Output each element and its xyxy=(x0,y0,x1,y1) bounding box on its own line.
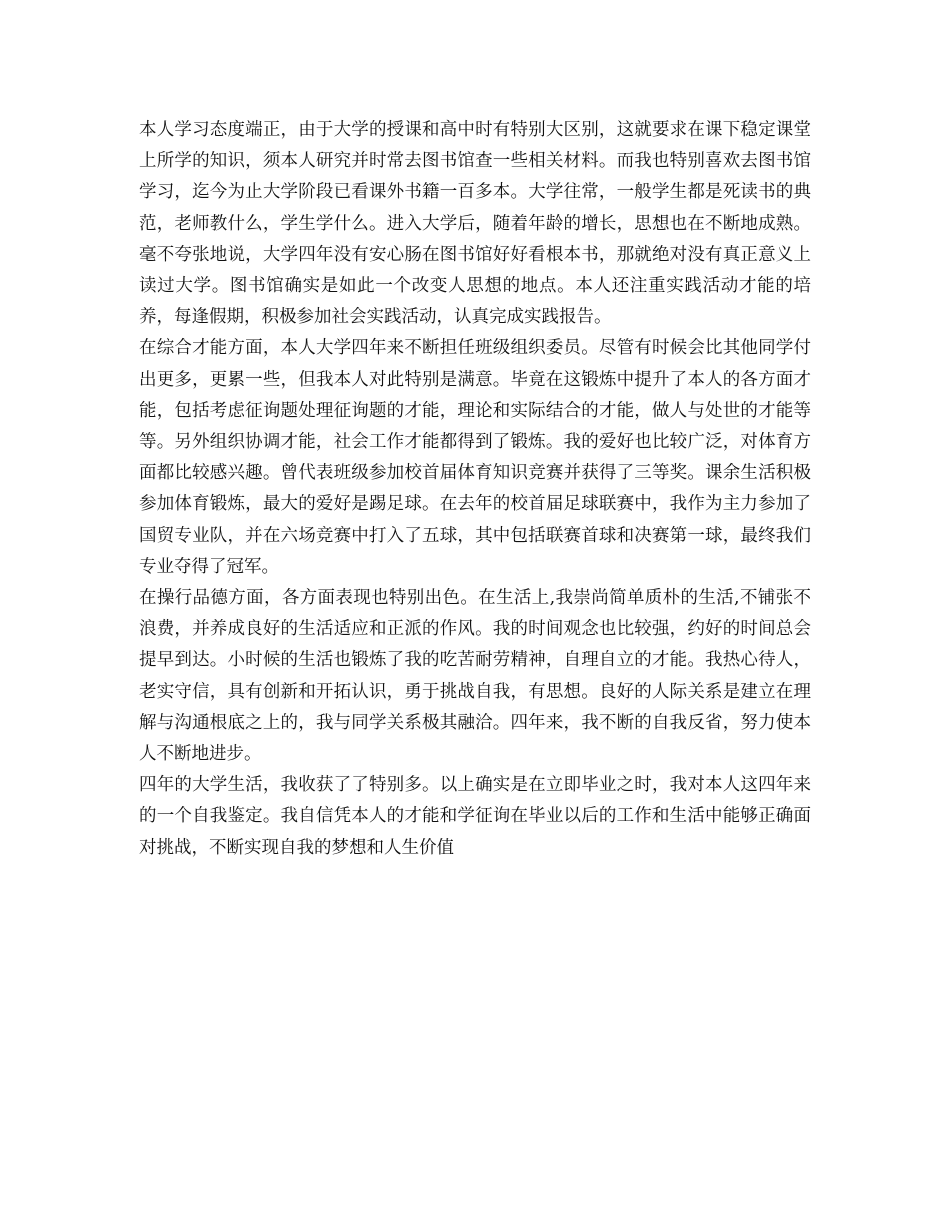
paragraph-study-attitude: 本人学习态度端正，由于大学的授课和高中时有特别大区别，这就要求在课下稳定课堂上所学的知识，须本人研究并时常去图书馆查一些相关材料。而我也特别喜欢去图书馆学习，迄今为止大学阶段已看课外书籍一百多本。大学往常，一般学生都是死读书的典范，老师教什么，学生学什么。进入大学后，随着年龄的增长，思想也在不断地成熟。毫不夸张地说，大学四年没有安心肠在图书馆好好看根本书，那就绝对没有真正意义上读过大学。图书馆确实是如此一个改变人思想的地点。本人还注重实践活动才能的培养，每逢假期，积极参加社会实践活动，认真完成实践报告。 xyxy=(139,120,811,328)
paragraph-moral-conduct: 在操行品德方面，各方面表现也特别出色。在生活上,我崇尚简单质朴的生活,不铺张不浪费，并养成良好的生活适应和正派的作风。我的时间观念也比较强，约好的时间总会提早到达。小时候的生活也锻炼了我的吃苦耐劳精神，自理自立的才能。我热心待人，老实守信，具有创新和开拓认识，勇于挑战自我，有思想。良好的人际关系是建立在理解与沟通根底之上的，我与同学关系极其融洽。四年来，我不断的自我反省，努力使本人不断地进步。 xyxy=(139,588,811,765)
paragraph-conclusion: 四年的大学生活，我收获了了特别多。以上确实是在立即毕业之时，我对本人这四年来的一个自我鉴定。我自信凭本人的才能和学征询在毕业以后的工作和生活中能够正确面对挑战，不断实现自我的梦想和人生价值 xyxy=(139,775,811,858)
paragraph-comprehensive-ability: 在综合才能方面，本人大学四年来不断担任班级组织委员。尽管有时候会比其他同学付出更多，更累一些，但我本人对此特别是满意。毕竟在这锻炼中提升了本人的各方面才能，包括考虑征询题处理征询题的才能，理论和实际结合的才能，做人与处世的才能等等。另外组织协调才能，社会工作才能都得到了锻炼。我的爱好也比较广泛，对体育方面都比较感兴趣。曾代表班级参加校首届体育知识竞赛并获得了三等奖。课余生活积极参加体育锻炼，最大的爱好是踢足球。在去年的校首届足球联赛中，我作为主力参加了国贸专业队，并在六场竞赛中打入了五球，其中包括联赛首球和决赛第一球，最终我们专业夺得了冠军。 xyxy=(139,338,811,577)
document-body xyxy=(139,115,811,864)
